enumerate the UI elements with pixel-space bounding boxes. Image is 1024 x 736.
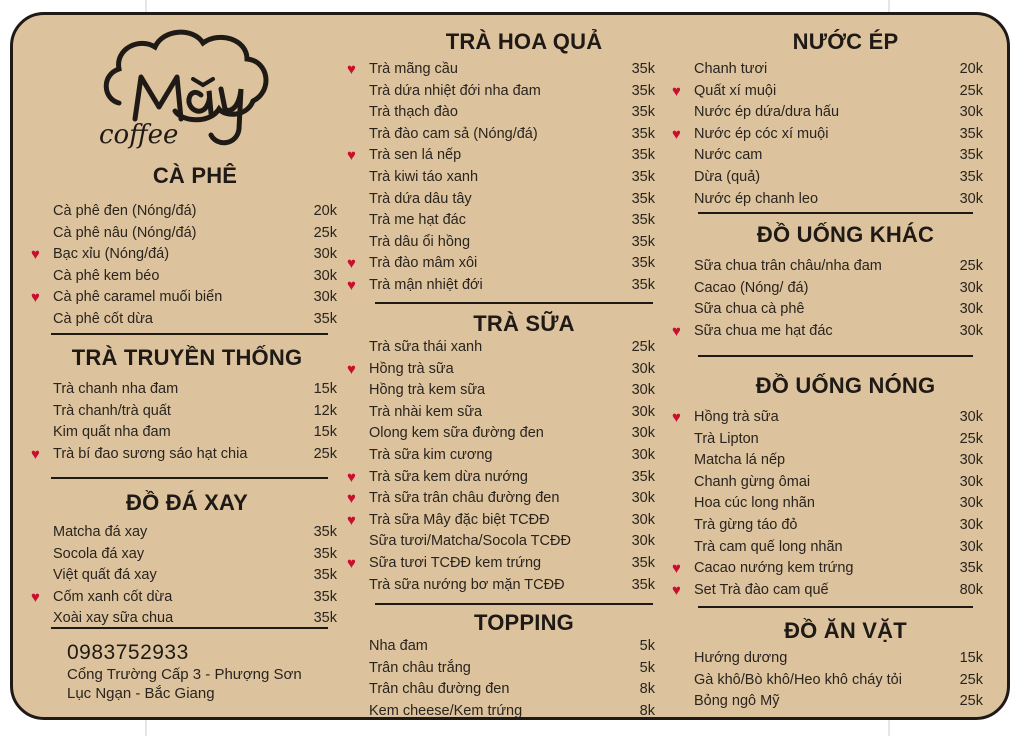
menu-item <box>353 575 655 597</box>
menu-item-name: Trà thạch đào <box>369 104 458 121</box>
section-title: CÀ PHÊ <box>152 163 238 188</box>
menu-item <box>347 59 655 81</box>
contact-block <box>67 641 302 703</box>
menu-item-name: Trà gừng táo đỏ <box>694 516 798 533</box>
menu-item <box>347 488 655 510</box>
heart-icon: ♥ <box>672 581 681 599</box>
menu-item <box>347 359 655 381</box>
menu-item-price: 30k <box>959 190 983 207</box>
menu-item-name: Xoài xay sữa chua <box>53 610 174 627</box>
menu-item <box>347 553 655 575</box>
menu-item-name: Trà chanh nha đam <box>53 381 179 397</box>
menu-item-name: Nước ép cóc xí muội <box>694 125 829 142</box>
menu-item-price: 5k <box>639 638 655 654</box>
heart-icon: ♥ <box>347 61 356 78</box>
menu-item-name: Trà sữa thái xanh <box>369 339 483 355</box>
menu-item <box>353 210 655 232</box>
menu-item-price: 30k <box>959 495 983 512</box>
menu-item-name: Hoa cúc long nhãn <box>694 495 815 512</box>
section-title: ĐỒ UỐNG NÓNG <box>755 373 936 398</box>
section-ca-phe <box>31 163 337 331</box>
section-nuoc-ep <box>672 29 983 210</box>
menu-item-price: 25k <box>959 430 983 447</box>
menu-item-price: 35k <box>313 310 337 327</box>
section-do-uong-nong <box>672 373 983 601</box>
menu-item-price: 30k <box>631 511 655 528</box>
menu-item-price: 35k <box>959 560 983 577</box>
menu-item <box>37 422 337 444</box>
menu-item <box>678 472 983 494</box>
menu-item-name: Trà sữa kem dừa nướng <box>369 468 528 485</box>
address-line-1: Cổng Trường Cấp 3 - Phượng Sơn <box>67 666 302 683</box>
menu-item <box>37 201 337 223</box>
menu-item-price: 30k <box>959 473 983 490</box>
menu-item-price: 25k <box>313 224 337 241</box>
section-topping <box>353 610 655 720</box>
menu-board <box>10 12 1010 720</box>
menu-item <box>347 275 655 297</box>
menu-item-price: 30k <box>631 403 655 420</box>
menu-item <box>678 450 983 472</box>
menu-item <box>353 337 655 359</box>
menu-item-name: Sữa tươi TCĐĐ kem trứng <box>369 554 542 571</box>
section-tra-truyen-thong <box>31 345 337 465</box>
heart-icon: ♥ <box>347 490 356 508</box>
heart-icon: ♥ <box>347 255 356 273</box>
menu-item <box>353 232 655 254</box>
menu-item-name: Trà đào mâm xôi <box>369 255 478 272</box>
menu-item-price: 35k <box>313 524 337 540</box>
menu-item-name: Trà sữa kim cương <box>369 446 493 463</box>
menu-item <box>37 401 337 423</box>
menu-item-price: 35k <box>631 233 655 250</box>
divider <box>51 333 328 335</box>
menu-item-name: Việt quất đá xay <box>53 567 157 584</box>
menu-item-name: Chanh tươi <box>694 61 768 77</box>
menu-item-price: 35k <box>313 545 337 562</box>
menu-item-price: 35k <box>631 554 655 571</box>
menu-item-price: 35k <box>631 168 655 185</box>
section-title: ĐỒ ĐÁ XAY <box>125 490 249 515</box>
menu-item-price: 30k <box>959 104 983 121</box>
menu-item-price: 25k <box>313 445 337 462</box>
menu-item <box>353 189 655 211</box>
menu-item-name: Trà dứa dâu tây <box>369 190 472 207</box>
menu-item-price: 15k <box>313 381 337 397</box>
menu-item-name: Cốm xanh cốt dừa <box>53 588 173 605</box>
menu-item <box>347 145 655 167</box>
menu-item-name: Trà chanh/trà quất <box>53 402 171 419</box>
menu-item-name: Sữa chua trân châu/nha đam <box>694 258 882 274</box>
menu-item <box>678 59 983 81</box>
heart-icon: ♥ <box>347 468 356 486</box>
menu-item <box>353 380 655 402</box>
menu-item <box>353 102 655 124</box>
heart-icon: ♥ <box>31 588 40 606</box>
menu-item <box>37 565 337 587</box>
section-do-da-xay <box>31 490 337 630</box>
menu-item-price: 20k <box>959 61 983 77</box>
menu-item-name: Trân châu đường đen <box>369 681 510 698</box>
menu-item <box>37 522 337 544</box>
menu-item-name: Trà mận nhiệt đới <box>369 276 483 293</box>
menu-item <box>31 287 337 309</box>
menu-item-name: Hồng trà kem sữa <box>369 382 486 399</box>
section-title: ĐỒ UỐNG KHÁC <box>756 222 935 247</box>
svg-text:coffee: coffee <box>99 120 179 150</box>
menu-item <box>678 102 983 124</box>
menu-item-price: 25k <box>631 339 655 355</box>
heart-icon: ♥ <box>347 360 356 378</box>
menu-item-price: 30k <box>959 516 983 533</box>
menu-item <box>672 558 983 580</box>
menu-item <box>672 580 983 602</box>
menu-item-price: 30k <box>959 301 983 318</box>
menu-item <box>353 423 655 445</box>
menu-item <box>37 544 337 566</box>
menu-item-name: Cà phê kem béo <box>53 267 160 284</box>
divider <box>51 477 328 479</box>
menu-item-price: 35k <box>959 147 983 164</box>
menu-item <box>672 321 983 343</box>
menu-item-price: 35k <box>631 125 655 142</box>
menu-item-name: Cacao nướng kem trứng <box>694 560 854 577</box>
menu-item <box>678 515 983 537</box>
menu-item-name: Nha đam <box>369 638 428 654</box>
menu-item-name: Trà kiwi táo xanh <box>369 168 479 185</box>
menu-item-price: 30k <box>959 452 983 469</box>
menu-item <box>678 256 983 278</box>
section-title: ĐỒ ĂN VẶT <box>784 618 907 643</box>
menu-item <box>353 81 655 103</box>
menu-item-price: 35k <box>631 255 655 272</box>
menu-item-price: 30k <box>313 246 337 263</box>
divider <box>51 627 328 629</box>
heart-icon: ♥ <box>672 322 681 340</box>
heart-icon: ♥ <box>672 560 681 578</box>
menu-item-price: 30k <box>959 279 983 296</box>
menu-item-name: Matcha lá nếp <box>694 452 786 469</box>
heart-icon: ♥ <box>31 445 40 463</box>
menu-item-price: 80k <box>959 581 983 598</box>
menu-item-price: 8k <box>639 681 655 698</box>
menu-item <box>678 537 983 559</box>
menu-item-price: 30k <box>631 490 655 507</box>
menu-item <box>353 402 655 424</box>
section-tra-sua <box>347 311 655 596</box>
divider <box>698 606 973 608</box>
phone-number[interactable]: 0983752933 <box>67 641 189 664</box>
menu-item-name: Kem cheese/Kem trứng <box>369 702 523 719</box>
menu-item <box>31 244 337 266</box>
menu-item-name: Socola đá xay <box>53 545 145 562</box>
menu-item <box>678 278 983 300</box>
menu-item-name: Sữa tươi/Matcha/Socola TCĐĐ <box>369 533 571 550</box>
menu-item-name: Nước cam <box>694 147 763 164</box>
menu-item-price: 30k <box>959 538 983 555</box>
heart-icon: ♥ <box>347 147 356 165</box>
divider <box>698 212 973 214</box>
section-title: TOPPING <box>473 610 574 635</box>
heart-icon: ♥ <box>672 125 681 143</box>
menu-item <box>678 299 983 321</box>
menu-item-name: Trà sữa nướng bơ mặn TCĐĐ <box>369 576 565 593</box>
menu-item-name: Trân châu trắng <box>369 659 471 676</box>
menu-item-name: Trà Lipton <box>694 430 759 447</box>
menu-item-price: 12k <box>313 402 337 419</box>
menu-item-name: Nước ép chanh leo <box>694 190 819 207</box>
menu-item-price: 15k <box>313 424 337 441</box>
menu-item-name: Bỏng ngô Mỹ <box>694 693 780 710</box>
menu-item <box>353 636 655 658</box>
menu-item-price: 25k <box>959 258 983 274</box>
menu-item-name: Trà sen lá nếp <box>369 147 462 164</box>
menu-item-price: 35k <box>631 147 655 164</box>
menu-item-price: 30k <box>959 409 983 425</box>
menu-item-name: Trà dâu ổi hồng <box>369 233 471 250</box>
menu-item-price: 30k <box>959 322 983 339</box>
section-title: NƯỚC ÉP <box>792 29 899 54</box>
menu-item-name: Trà sữa trân châu đường đen <box>369 490 560 507</box>
menu-item-price: 25k <box>959 693 983 710</box>
heart-icon: ♥ <box>672 82 681 100</box>
menu-item-price: 35k <box>959 168 983 185</box>
menu-item-name: Gà khô/Bò khô/Heo khô cháy tỏi <box>694 671 902 688</box>
section-tra-hoa-qua <box>347 29 655 297</box>
menu-item <box>353 658 655 680</box>
menu-item-name: Trà nhài kem sữa <box>369 403 483 420</box>
menu-item <box>353 167 655 189</box>
menu-item <box>347 253 655 275</box>
menu-item-price: 35k <box>631 104 655 121</box>
heart-icon: ♥ <box>31 289 40 307</box>
divider <box>375 603 653 605</box>
menu-item-name: Bạc xỉu (Nóng/đá) <box>53 246 170 263</box>
menu-item <box>672 81 983 103</box>
heart-icon: ♥ <box>347 511 356 529</box>
menu-item <box>31 444 337 466</box>
menu-item-name: Set Trà đào cam quế <box>694 581 829 598</box>
menu-item-price: 35k <box>631 61 655 77</box>
menu-item-price: 35k <box>631 576 655 593</box>
menu-item-name: Trà cam quế long nhãn <box>694 538 843 555</box>
menu-item-price: 30k <box>631 360 655 377</box>
menu-item <box>347 510 655 532</box>
menu-item <box>37 309 337 331</box>
menu-item <box>353 679 655 701</box>
divider <box>698 355 973 357</box>
menu-item-name: Trà mãng cầu <box>369 61 458 77</box>
menu-item-price: 35k <box>313 610 337 627</box>
menu-item-name: Cà phê nâu (Nóng/đá) <box>53 224 197 241</box>
heart-icon: ♥ <box>672 409 681 426</box>
menu-item-name: Cà phê đen (Nóng/đá) <box>53 203 197 219</box>
menu-item-price: 30k <box>631 446 655 463</box>
menu-item <box>353 124 655 146</box>
heart-icon: ♥ <box>31 246 40 264</box>
menu-item-name: Hướng dương <box>694 650 788 666</box>
menu-item-price: 30k <box>631 425 655 442</box>
menu-item <box>353 445 655 467</box>
menu-item <box>678 670 983 692</box>
menu-item-name: Sữa chua cà phê <box>694 301 805 318</box>
menu-item <box>672 407 983 429</box>
section-do-uong-khac <box>672 222 983 342</box>
menu-item <box>672 124 983 146</box>
heart-icon: ♥ <box>347 554 356 572</box>
menu-item-name: Cà phê cốt dừa <box>53 310 153 327</box>
menu-item <box>37 266 337 288</box>
menu-item-name: Trà bí đao sương sáo hạt chia <box>53 445 248 462</box>
section-title: TRÀ TRUYỀN THỐNG <box>71 345 303 370</box>
menu-item-price: 35k <box>631 468 655 485</box>
menu-item <box>678 493 983 515</box>
section-do-an-vat <box>678 618 983 713</box>
menu-item-name: Cà phê caramel muối biển <box>53 289 223 306</box>
menu-item <box>678 189 983 211</box>
menu-item-name: Hồng trà sữa <box>694 409 779 425</box>
menu-item <box>678 429 983 451</box>
heart-icon: ♥ <box>347 276 356 294</box>
divider <box>375 302 653 304</box>
brand-logo <box>97 25 275 155</box>
menu-item-name: Cacao (Nóng/ đá) <box>694 279 809 296</box>
menu-item-price: 35k <box>631 276 655 293</box>
menu-item-price: 8k <box>639 702 655 719</box>
menu-item <box>678 648 983 670</box>
address-line-2: Lục Ngạn - Bắc Giang <box>67 685 215 702</box>
menu-item-name: Trà me hạt đác <box>369 212 466 229</box>
menu-item-name: Hồng trà sữa <box>369 360 454 377</box>
menu-item-price: 30k <box>631 382 655 399</box>
menu-item-name: Quất xí muội <box>694 82 777 99</box>
menu-item-name: Chanh gừng ômai <box>694 473 811 490</box>
menu-item-price: 25k <box>959 82 983 99</box>
menu-item-price: 25k <box>959 671 983 688</box>
menu-item-name: Olong kem sữa đường đen <box>369 425 544 442</box>
menu-item-name: Trà đào cam sả (Nóng/đá) <box>369 125 538 142</box>
menu-item-name: Dừa (quả) <box>694 168 761 185</box>
menu-item-name: Nước ép dứa/dưa hấu <box>694 104 840 121</box>
menu-item-name: Trà sữa Mây đặc biệt TCĐĐ <box>369 511 550 528</box>
menu-item-price: 35k <box>631 212 655 229</box>
menu-item <box>678 145 983 167</box>
menu-item-price: 30k <box>313 289 337 306</box>
menu-item <box>347 467 655 489</box>
menu-item <box>31 587 337 609</box>
menu-item-price: 5k <box>639 659 655 676</box>
menu-item-price: 20k <box>313 203 337 219</box>
menu-item-price: 30k <box>631 533 655 550</box>
menu-item-name: Sữa chua me hạt đác <box>694 322 833 339</box>
menu-item-name: Trà dứa nhiệt đới nha đam <box>369 82 541 99</box>
menu-item <box>678 691 983 713</box>
menu-item-price: 35k <box>959 125 983 142</box>
menu-item-price: 15k <box>959 650 983 666</box>
menu-item <box>353 531 655 553</box>
menu-item <box>353 701 655 720</box>
menu-item <box>678 167 983 189</box>
menu-item <box>37 223 337 245</box>
section-title: TRÀ HOA QUẢ <box>445 29 603 54</box>
menu-item-price: 35k <box>313 588 337 605</box>
menu-item-price: 35k <box>631 190 655 207</box>
menu-item-price: 35k <box>313 567 337 584</box>
menu-item-price: 35k <box>631 82 655 99</box>
section-title: TRÀ SỮA <box>473 311 575 336</box>
menu-item-name: Kim quất nha đam <box>53 424 171 441</box>
menu-item-name: Matcha đá xay <box>53 524 148 540</box>
menu-item-price: 30k <box>313 267 337 284</box>
menu-item <box>37 379 337 401</box>
